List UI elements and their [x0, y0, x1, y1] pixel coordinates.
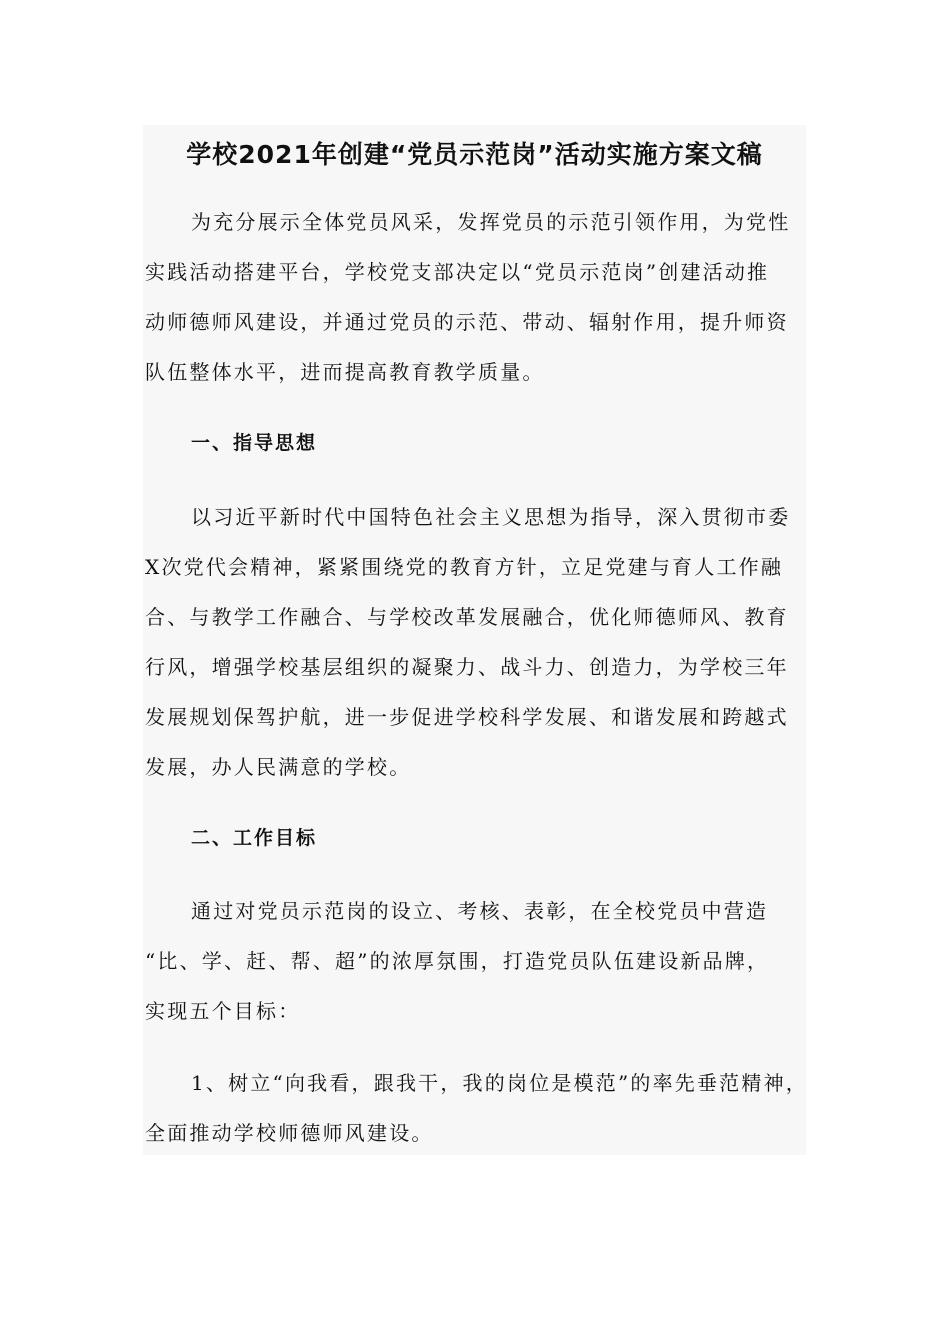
guiding-thought-line: 以习近平新时代中国特色社会主义思想为指导，深入贯彻市委: [191, 505, 791, 529]
goal-item-line: 全面推动学校师德师风建设。: [145, 1121, 434, 1145]
section-heading-work-goals: 二、工作目标: [191, 827, 318, 849]
guiding-thought-line: 合、与教学工作融合、与学校改革发展融合，优化师德师风、教育: [145, 605, 789, 629]
work-goals-paragraph: [145, 886, 805, 1036]
intro-line: 动师德师风建设，并通过党员的示范、带动、辐射作用，提升师资: [145, 310, 789, 334]
work-goals-line: 实现五个目标：: [145, 999, 301, 1023]
goal-item-line: 1、树立“向我看，跟我干，我的岗位是模范”的率先垂范精神，: [191, 1071, 808, 1095]
guiding-thought-line: 发展，办人民满意的学校。: [145, 755, 412, 779]
guiding-thought-line: 行风，增强学校基层组织的凝聚力、战斗力、创造力，为学校三年: [145, 655, 789, 679]
section-heading-guiding-thought: 一、指导思想: [191, 432, 318, 454]
guiding-thought-paragraph: [145, 492, 805, 792]
work-goals-line: 通过对党员示范岗的设立、考核、表彰，在全校党员中营造: [191, 899, 769, 923]
guiding-thought-line: X次党代会精神，紧紧围绕党的教育方针，立足党建与育人工作融: [145, 555, 784, 579]
work-goals-line: “比、学、赶、帮、超”的浓厚氛围，打造党员队伍建设新品牌，: [145, 949, 770, 973]
intro-line: 实践活动搭建平台，学校党支部决定以“党员示范岗”创建活动推: [145, 260, 770, 284]
guiding-thought-line: 发展规划保驾护航，进一步促进学校科学发展、和谐发展和跨越式: [145, 705, 789, 729]
goal-item-1: [145, 1058, 808, 1158]
intro-line: 队伍整体水平，进而提高教育教学质量。: [145, 360, 545, 384]
intro-paragraph: [145, 197, 805, 397]
document-title: 学校2021年创建“党员示范岗”活动实施方案文稿: [186, 140, 763, 169]
intro-line: 为充分展示全体党员风采，发挥党员的示范引领作用，为党性: [191, 210, 791, 234]
